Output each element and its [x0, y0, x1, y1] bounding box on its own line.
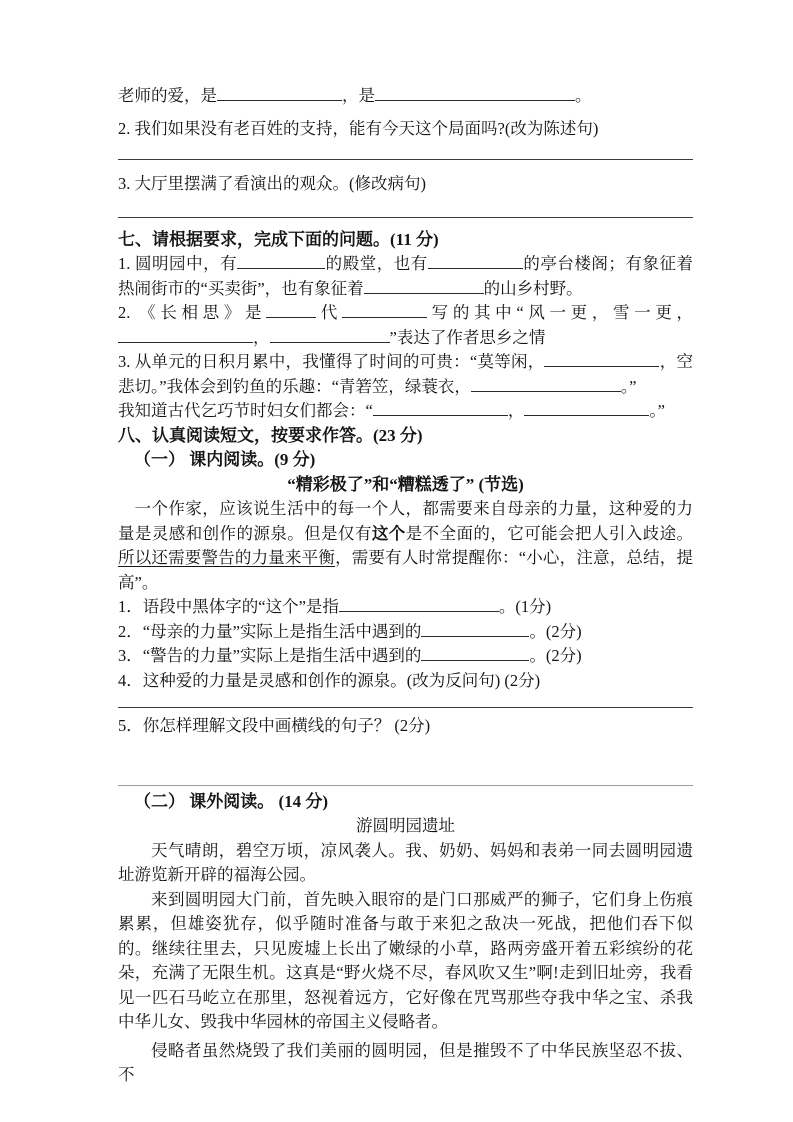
- text-segment: 3. 大厅里摆满了看演出的观众。(修改病句): [118, 174, 426, 193]
- text-segment: 3. 从单元的日积月累中，我懂得了时间的可贵：“莫等闲，: [118, 352, 545, 371]
- question-6-3: [118, 172, 693, 197]
- fill-in-blank-underline: [364, 279, 484, 294]
- fill-in-blank-underline: [375, 86, 575, 101]
- question-8-1-2: [118, 620, 693, 645]
- text-segment: 八、认真阅读短文，按要求作答。(23 分): [118, 425, 423, 445]
- text-segment: 。”: [620, 376, 637, 396]
- text-segment: 。(2分): [529, 621, 582, 641]
- fill-in-blank-underline: [524, 401, 649, 416]
- text-segment: 2. 我们如果没有老百姓的支持，能有今天这个局面吗?(改为陈述句): [118, 118, 599, 138]
- text-segment: ，: [253, 327, 270, 347]
- passage-2-title: [118, 814, 693, 839]
- fill-in-blank-underline: [544, 352, 659, 367]
- text-segment: 5．你怎样理解文段中画横线的句子？ (2分): [118, 716, 431, 735]
- text-segment: 七、请根据要求，完成下面的问题。(11 分): [118, 229, 439, 249]
- text-segment: 的山乡村野。: [483, 278, 583, 298]
- question-7-3: [118, 350, 693, 399]
- passage-1-text: [118, 497, 693, 595]
- question-8-1-3: [118, 644, 693, 669]
- question-8-1-1: [118, 595, 693, 620]
- text-segment: ，: [507, 401, 525, 420]
- section-8-heading: [118, 424, 693, 449]
- fill-in-blank-underline: [373, 401, 508, 416]
- text-segment: 2．“母亲的力量”实际上是指生活中遇到的: [118, 621, 422, 641]
- part-1-heading: [118, 448, 693, 473]
- fill-line-teachers-love: [118, 84, 693, 109]
- question-7-3-continued: [118, 399, 693, 424]
- fill-in-blank-underline: [217, 86, 342, 101]
- text-segment: 1．语段中黑体字的“这个”是指: [118, 597, 339, 616]
- fill-in-blank-underline: [270, 328, 390, 343]
- text-segment: 的亭台楼阁；有象征着热闹街市的“买卖街”，也有象征着: [118, 254, 694, 298]
- question-8-1-4: [118, 669, 693, 694]
- part-2-heading: [118, 790, 693, 815]
- text-segment: “精彩极了”和“糟糕透了” (节选): [287, 474, 524, 494]
- fill-in-blank-underline: [237, 254, 325, 269]
- fill-in-blank-underline: [428, 254, 523, 269]
- text-segment: 一个作家，应该说生活中的每一个人，都需要来自母亲的力量，这种爱的力量是灵感和创作的源泉。但是仅有: [118, 499, 693, 543]
- text-segment: ，需要有人时常提醒你：“小心，注意，总结，提高”。: [118, 548, 694, 592]
- text-segment: ，是: [342, 86, 375, 105]
- document-body: [118, 84, 693, 1088]
- text-segment: 代: [316, 303, 343, 322]
- text-segment: 是不全面的，它可能会把人引入歧途。: [405, 523, 694, 543]
- text-segment: 3．“警告的力量”实际上是指生活中遇到的: [118, 646, 422, 665]
- text-segment: （一） 课内阅读。(9 分): [134, 450, 316, 469]
- fill-in-blank-underline: [342, 303, 427, 318]
- text-segment: ，空悲切。”我体会到钓鱼的乐趣：“青箬笠，绿蓑衣，: [118, 352, 693, 396]
- fill-in-blank-underline: [471, 377, 621, 392]
- text-segment: 1. 圆明园中，有: [118, 254, 238, 273]
- answer-line-8-1-5: [118, 785, 693, 786]
- passage-2-paragraph-1: [118, 839, 693, 888]
- question-7-2: [118, 301, 693, 350]
- question-6-2: [118, 117, 693, 142]
- section-7-heading: [118, 228, 693, 253]
- text-segment: 。”: [649, 401, 665, 420]
- question-7-1: [118, 252, 693, 301]
- answer-line-8-1-4: [118, 707, 693, 708]
- passage-2-paragraph-3: [118, 1039, 693, 1088]
- text-segment: 侵略者虽然烧毁了我们美丽的圆明园，但是摧毁不了中华民族坚忍不拔、不: [118, 1040, 693, 1084]
- fill-in-blank-underline: [118, 328, 253, 343]
- fill-in-blank-underline: [266, 303, 316, 318]
- passage-1-title: [118, 473, 693, 498]
- text-segment: 天气晴朗，碧空万顷，凉风袭人。我、奶奶、妈妈和表弟一同去圆明园遗址游览新开辟的福海公园。: [118, 840, 693, 884]
- text-segment: 2. 《长相思》是: [118, 303, 267, 322]
- text-segment: 老师的爱，是: [118, 86, 217, 105]
- fill-in-blank-underline: [421, 622, 529, 637]
- text-segment: 这个: [371, 523, 406, 543]
- text-segment: 我知道古代乞巧节时妇女们都会：“: [118, 401, 373, 420]
- fill-in-blank-underline: [339, 597, 499, 612]
- question-8-1-5: [118, 714, 693, 739]
- text-segment: 来到圆明园大门前，首先映入眼帘的是门口那威严的狮子，它们身上伤痕累累，但雄姿犹存，似乎随时准备与敢于来犯之敌决一死战，把他们吞下似的。继续往里去，只见废墟上长出了嫩绿的小草，路两旁盛开着五彩缤纷的花朵，充满了无限生机。这真是“野火烧不尽，春风吹又生”啊!走到旧址旁，我看见一匹石马屹立在那里，怒视着远方，它好像在咒骂那些夺我中华之宝、杀我中华儿女、毁我中华园林的帝国主义侵略者。: [118, 889, 693, 1031]
- fill-in-blank-underline: [421, 646, 529, 661]
- text-segment: 游圆明园遗址: [356, 816, 455, 835]
- passage-2-paragraph-2: [118, 888, 693, 1035]
- text-segment: 。: [575, 86, 592, 105]
- text-segment: 的殿堂，也有: [325, 254, 428, 273]
- text-segment: 所以还需要警告的力量来平衡: [118, 548, 336, 567]
- text-segment: 4．这种爱的力量是灵感和创作的源泉。(改为反问句) (2分): [118, 670, 541, 690]
- text-segment: 。(2分): [529, 646, 582, 665]
- text-segment: 写的其中“风一更，雪一更，: [427, 303, 694, 322]
- text-segment: （二） 课外阅读。 (14 分): [134, 791, 329, 811]
- answer-line-6-2: [118, 159, 693, 160]
- text-segment: 。(1分): [498, 597, 552, 616]
- answer-line-6-3: [118, 217, 693, 218]
- text-segment: ”表达了作者思乡之情: [389, 327, 546, 347]
